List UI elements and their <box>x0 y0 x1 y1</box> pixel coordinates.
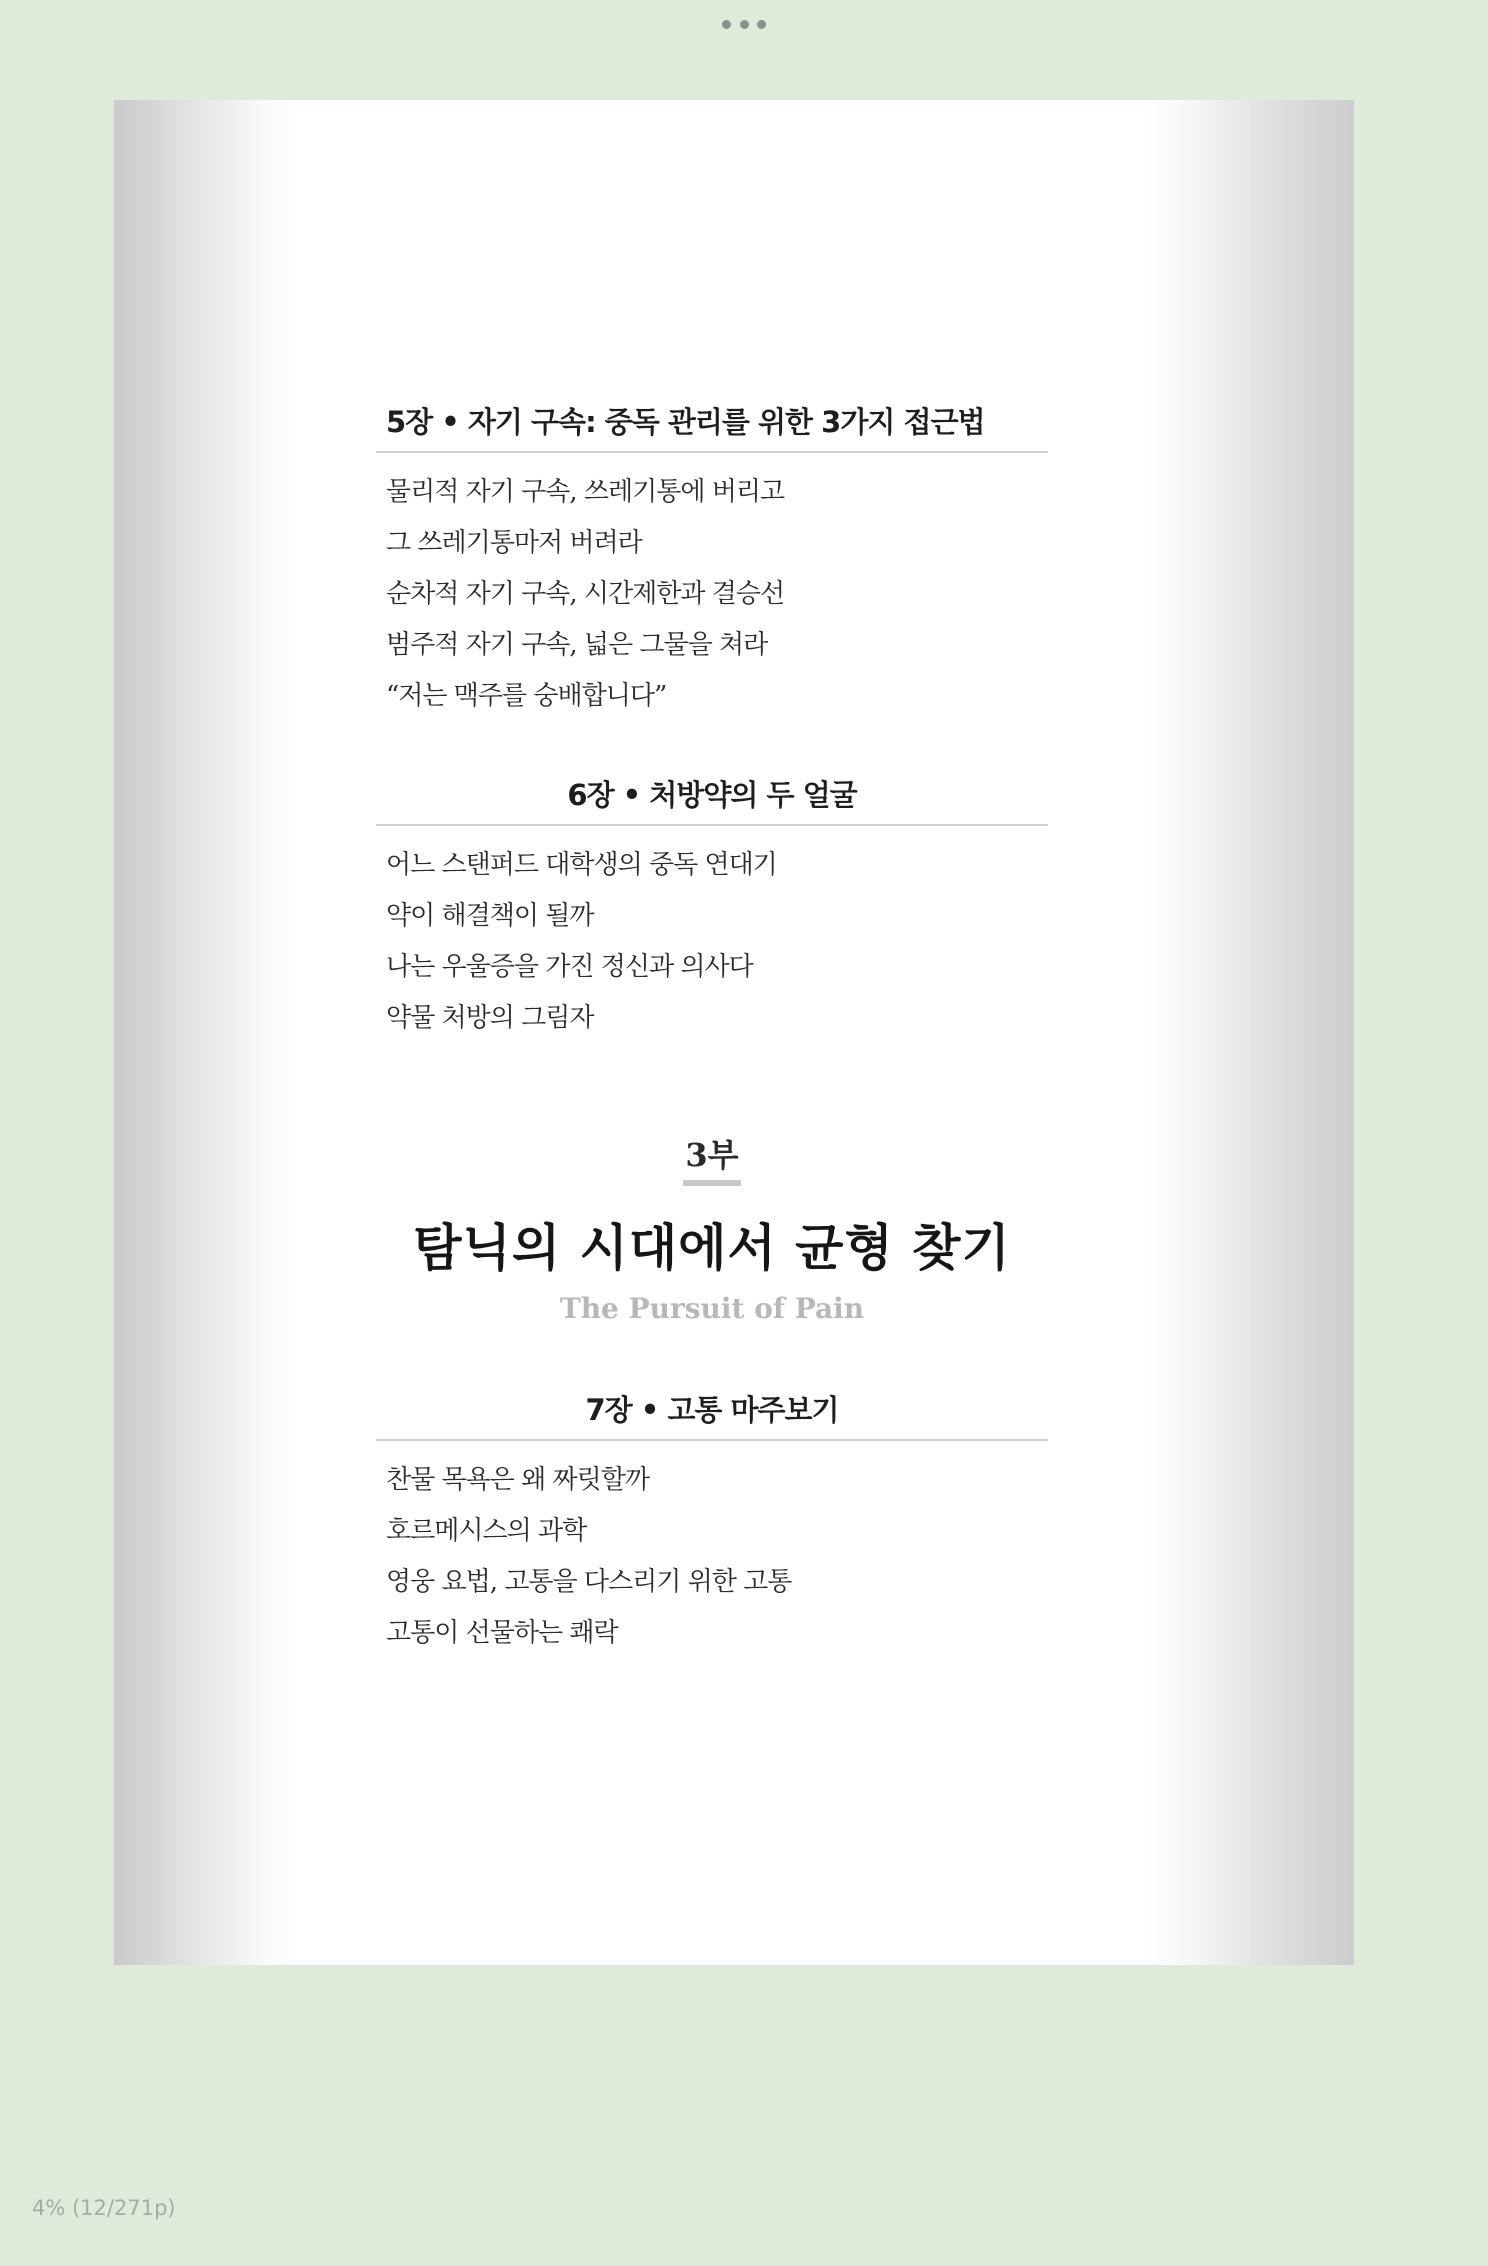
toc-item[interactable]: “저는 맥주를 숭배합니다” <box>386 681 667 711</box>
part-subtitle: The Pursuit of Pain <box>559 1292 865 1325</box>
more-options-icon[interactable] <box>722 18 766 30</box>
chapter-6-list <box>376 840 1048 1044</box>
toc-item[interactable]: 약물 처방의 그림자 <box>386 1003 594 1033</box>
toc-item[interactable]: 어느 스탠퍼드 대학생의 중독 연대기 <box>386 850 777 880</box>
toc-item[interactable]: 호르메시스의 과학 <box>386 1516 587 1546</box>
chapter-5-list <box>376 467 1048 722</box>
chapter-6-title[interactable]: 6장 • 처방약의 두 얼굴 <box>376 773 1048 826</box>
toc-item[interactable]: 물리적 자기 구속, 쓰레기통에 버리고 <box>386 477 785 507</box>
chapter-7-title[interactable]: 7장 • 고통 마주보기 <box>376 1388 1048 1441</box>
part-label: 3부 <box>683 1130 740 1186</box>
toc-item[interactable]: 찬물 목욕은 왜 짜릿할까 <box>386 1465 649 1495</box>
toc-item[interactable]: 약이 해결책이 될까 <box>386 901 594 931</box>
toc-item[interactable]: 고통이 선물하는 쾌락 <box>386 1618 618 1648</box>
toc-item[interactable]: 영웅 요법, 고통을 다스리기 위한 고통 <box>386 1567 792 1597</box>
menu-dot <box>722 20 731 29</box>
book-page[interactable] <box>114 100 1354 1965</box>
part-3-heading <box>376 1130 1048 1325</box>
reading-progress: 4% (12/271p) <box>32 2196 176 2220</box>
toc-item[interactable]: 순차적 자기 구속, 시간제한과 결승선 <box>386 579 785 609</box>
toc-item[interactable]: 범주적 자기 구속, 넓은 그물을 쳐라 <box>386 630 768 660</box>
toc-item[interactable]: 나는 우울증을 가진 정신과 의사다 <box>386 952 753 982</box>
toc-item[interactable]: 그 쓰레기통마저 버려라 <box>386 528 642 558</box>
menu-dot <box>740 20 749 29</box>
chapter-7-section <box>376 1388 1048 1659</box>
chapter-5-title[interactable]: 5장 • 자기 구속: 중독 관리를 위한 3가지 접근법 <box>376 400 1048 453</box>
chapter-7-list <box>376 1455 1048 1659</box>
part-title[interactable]: 탐닉의 시대에서 균형 찾기 <box>413 1218 1011 1277</box>
chapter-5-section <box>376 400 1048 722</box>
menu-dot <box>757 20 766 29</box>
chapter-6-section <box>376 773 1048 1044</box>
